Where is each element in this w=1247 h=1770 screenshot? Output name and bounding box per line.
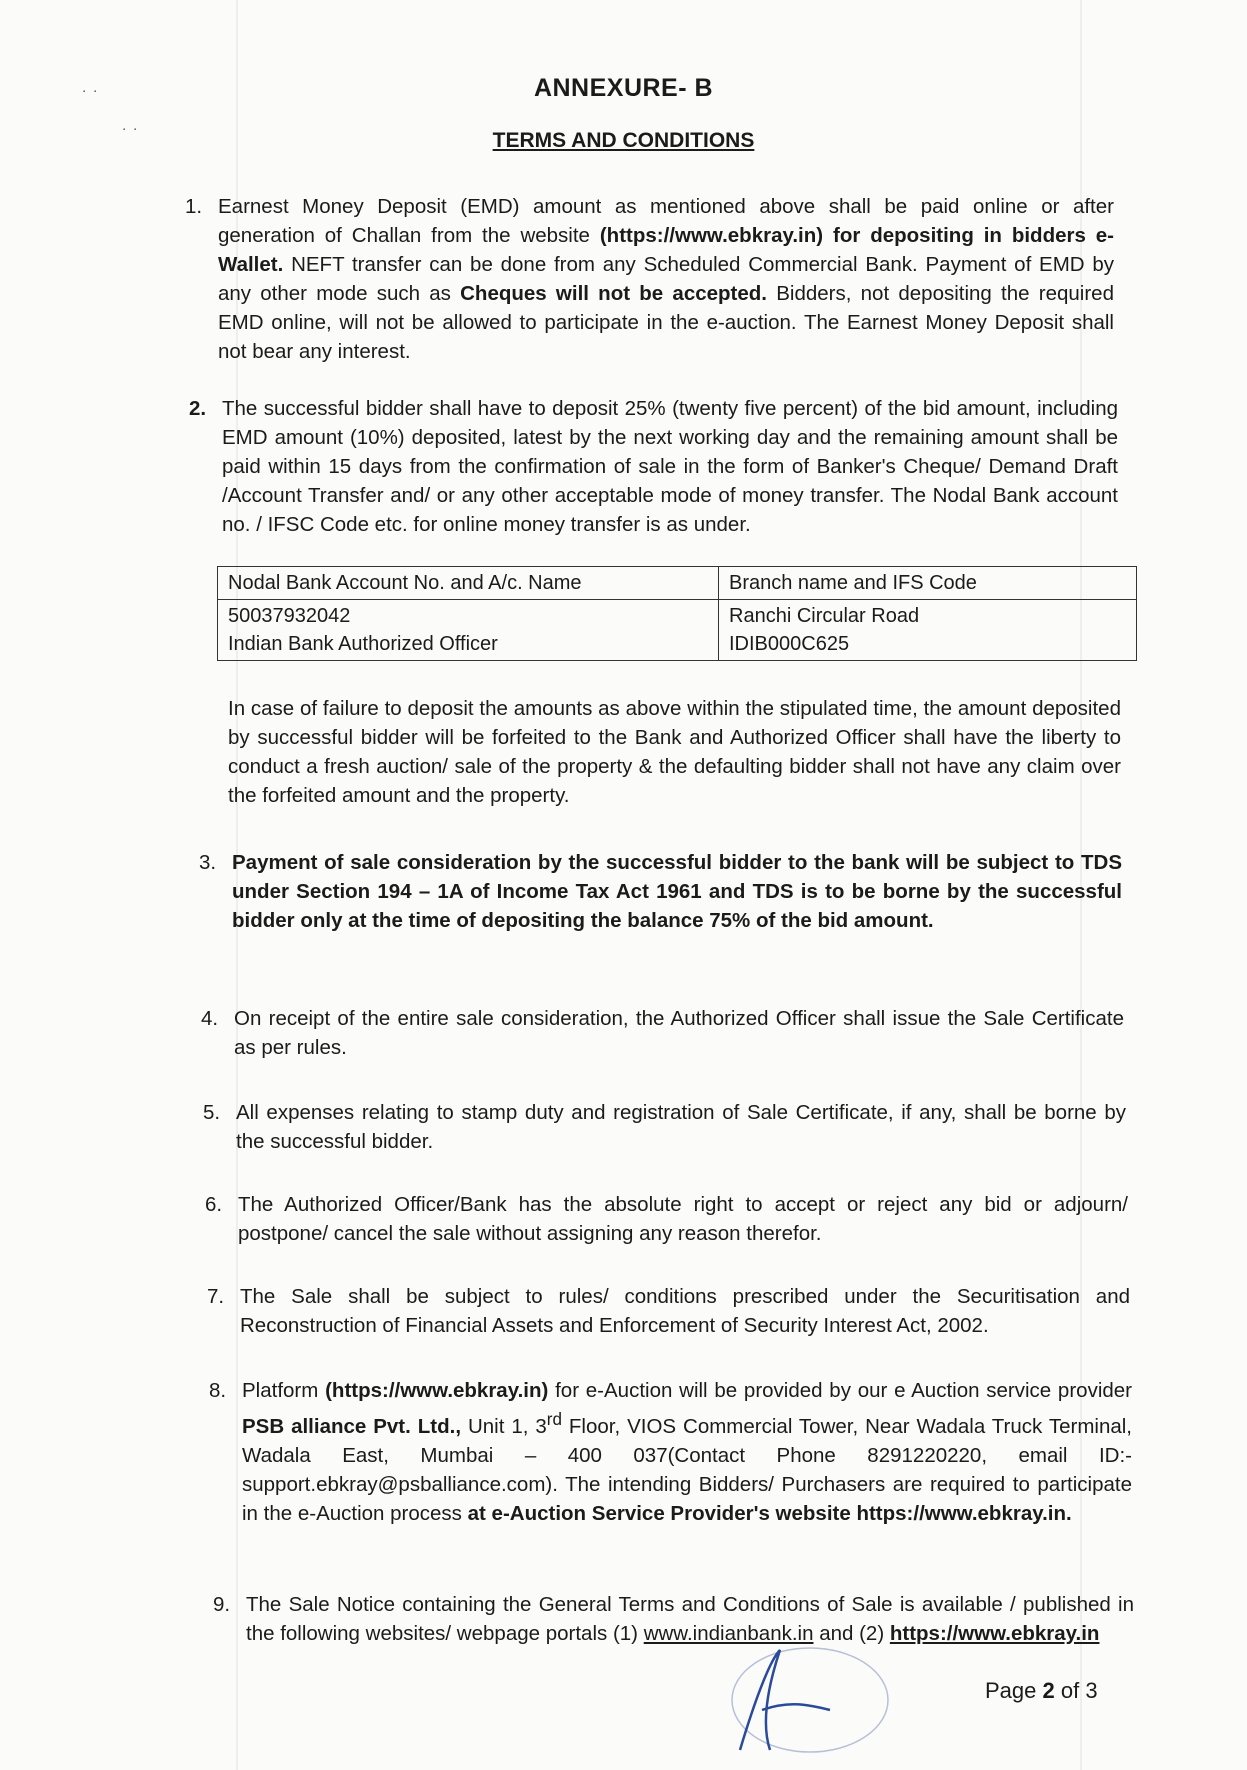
item-bold-text: PSB alliance Pvt. Ltd., (242, 1414, 462, 1438)
item-text: NEFT transfer can be done from any Scheduled Commercial Bank. Payment of EMD by any other mode such as (218, 253, 1114, 305)
item-number: 5. (203, 1101, 221, 1124)
list-item (207, 1282, 1130, 1340)
ebkray-link[interactable]: https://www.ebkray.in (889, 1622, 1100, 1645)
list-item (209, 1376, 1132, 1528)
item-bold-text: at e-Auction Service Provider's website https://www.ebkray.in. (467, 1501, 1072, 1525)
scan-mark: ˙ ˙ (122, 126, 139, 146)
item-number: 3. (199, 851, 217, 874)
item-text: The Sale shall be subject to rules/ conditions prescribed under the Securitisation and Reconstruction of Financial Assets and Enforcement of Security Interest Act, 2002. (240, 1285, 1130, 1337)
item-text: Platform (242, 1379, 326, 1402)
item-text: for e-Auction will be provided by our e Auction service provider (548, 1379, 1132, 1402)
account-name: Indian Bank Authorized Officer (228, 633, 498, 655)
item-bold-text: (https://www.ebkray.in) (325, 1379, 549, 1402)
indianbank-link[interactable]: www.indianbank.in (643, 1622, 814, 1645)
scan-mark: ˙ ˙ (82, 88, 99, 108)
item-bold-text: Payment of sale consideration by the successful bidder to the bank will be subject to TDS under Section 194 – 1A of Income Tax Act 1961 and TDS is to be borne by the successful bidder only at the time of depositing the balance 75% of the bid amount. (232, 851, 1122, 932)
list-item (205, 1190, 1128, 1248)
item-text: and (2) (813, 1622, 890, 1645)
page-suffix: of 3 (1054, 1678, 1098, 1703)
page-current: 2 (1042, 1678, 1055, 1703)
table-header-cell: Branch name and IFS Code (719, 567, 1137, 600)
nodal-account-table (217, 566, 1137, 661)
item-number: 9. (213, 1593, 231, 1616)
page-number (985, 1678, 1098, 1704)
account-number: 50037932042 (228, 605, 351, 627)
item-text: Floor, VIOS Commercial Tower, Near Wadala Truck Terminal, Wadala East, Mumbai – 400 037(Contact Phone 8291220220, email ID:- support.ebkray@psballiance.com). The intending Bidders/ Purchasers are required to participate in the e-Auction process (242, 1414, 1132, 1525)
page-subtitle: TERMS AND CONDITIONS (492, 129, 755, 152)
item-text: Unit 1, 3 (461, 1414, 547, 1438)
table-cell (218, 600, 719, 661)
item-number: 1. (185, 195, 203, 218)
item-text: Bidders, not depositing the required EMD online, will not be allowed to participate in the e-auction. The Earnest Money Deposit shall not bear any interest. (218, 282, 1114, 363)
item-number: 7. (207, 1285, 225, 1308)
item-number: 4. (201, 1007, 219, 1030)
ifsc-code: IDIB000C625 (729, 633, 850, 655)
item-bold-text: (https://www.ebkray.in) for depositing in bidders e-Wallet. (218, 224, 1114, 276)
page-title: ANNEXURE- B (533, 74, 714, 102)
table-cell (719, 600, 1137, 661)
signature-stamp-icon (700, 1640, 900, 1760)
table-header-cell: Nodal Bank Account No. and A/c. Name (218, 567, 719, 600)
list-item (203, 1098, 1126, 1156)
list-item (213, 1590, 1134, 1648)
item-text: The Sale Notice containing the General Terms and Conditions of Sale is available / published in the following websites/ webpage portals (1) (246, 1593, 1134, 1645)
item-text: On receipt of the entire sale consideration, the Authorized Officer shall issue the Sale Certificate as per rules. (234, 1007, 1124, 1059)
item-number: 2. (189, 397, 207, 420)
item-text: Earnest Money Deposit (EMD) amount as mentioned above shall be paid online or after generation of Challan from the website (218, 195, 1114, 247)
table-row (218, 567, 1137, 600)
list-item (189, 394, 1118, 539)
item-text: The successful bidder shall have to deposit 25% (twenty five percent) of the bid amount, including EMD amount (10%) deposited, latest by the next working day and the remaining amount shall be paid within 15 days from the confirmation of sale in the form of Banker's Cheque/ Demand Draft /Account Transfer and/ or any other acceptable mode of money transfer. The Nodal Bank account no. / IFSC Code etc. for online money transfer is as under. (222, 397, 1118, 536)
branch-name: Ranchi Circular Road (729, 605, 920, 627)
list-item (199, 848, 1122, 935)
list-item (201, 1004, 1124, 1062)
table-row (218, 600, 1137, 661)
item-number: 6. (205, 1193, 223, 1216)
item-bold-text: Cheques will not be accepted. (460, 282, 767, 305)
list-item (185, 192, 1114, 366)
item-text: The Authorized Officer/Bank has the absolute right to accept or reject any bid or adjourn/ postpone/ cancel the sale without assigning any reason therefor. (238, 1193, 1128, 1245)
page-prefix: Page (985, 1678, 1043, 1703)
item-text: All expenses relating to stamp duty and registration of Sale Certificate, if any, shall be borne by the successful bidder. (236, 1101, 1126, 1153)
superscript: rd (546, 1410, 562, 1429)
item-number: 8. (209, 1379, 227, 1402)
failure-paragraph: In case of failure to deposit the amounts as above within the stipulated time, the amount deposited by successful bidder will be forfeited to the Bank and Authorized Officer shall have the liberty to conduct a fresh auction/ sale of the property & the defaulting bidder shall not have any claim over the forfeited amount and the property. (228, 697, 1121, 807)
